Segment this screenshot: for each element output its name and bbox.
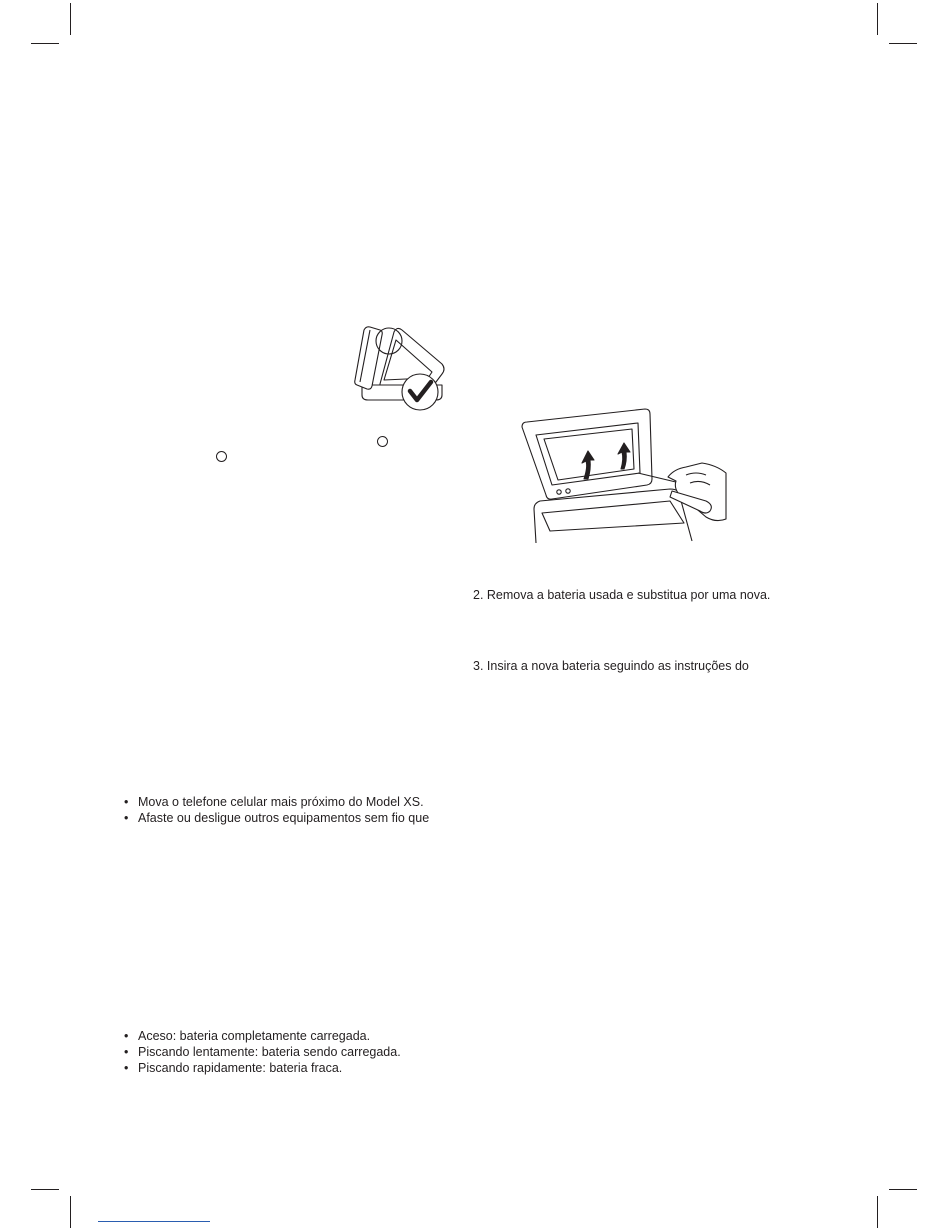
charger-stand-illustration — [350, 322, 450, 414]
crop-mark-bottom-left-vertical — [70, 1196, 71, 1228]
crop-mark-top-right-vertical — [877, 3, 878, 35]
crop-mark-top-left-vertical — [70, 3, 71, 35]
led-states-list — [124, 1028, 401, 1076]
crop-mark-top-left-horizontal — [31, 43, 59, 44]
battery-replacement-illustration — [520, 405, 730, 545]
list-item: • Piscando lentamente: bateria sendo carregada. — [124, 1044, 401, 1060]
step-2-text: 2. Remova a bateria usada e substitua por uma nova. — [473, 588, 771, 602]
list-item: • Aceso: bateria completamente carregada. — [124, 1028, 401, 1044]
list-item: • Afaste ou desligue outros equipamentos sem fio que — [124, 810, 429, 826]
crop-mark-bottom-left-horizontal — [31, 1189, 59, 1190]
crop-mark-bottom-right-horizontal — [889, 1189, 917, 1190]
list-item: • Mova o telefone celular mais próximo do Model XS. — [124, 794, 429, 810]
crop-mark-bottom-right-vertical — [877, 1196, 878, 1228]
list-item: • Piscando rapidamente: bateria fraca. — [124, 1060, 401, 1076]
callout-marker-circle — [377, 436, 388, 447]
footer-rule — [98, 1221, 210, 1222]
crop-mark-top-right-horizontal — [889, 43, 917, 44]
proximity-tips-list — [124, 794, 429, 826]
callout-marker-circle — [216, 451, 227, 462]
step-3-text: 3. Insira a nova bateria seguindo as instruções do — [473, 659, 749, 673]
